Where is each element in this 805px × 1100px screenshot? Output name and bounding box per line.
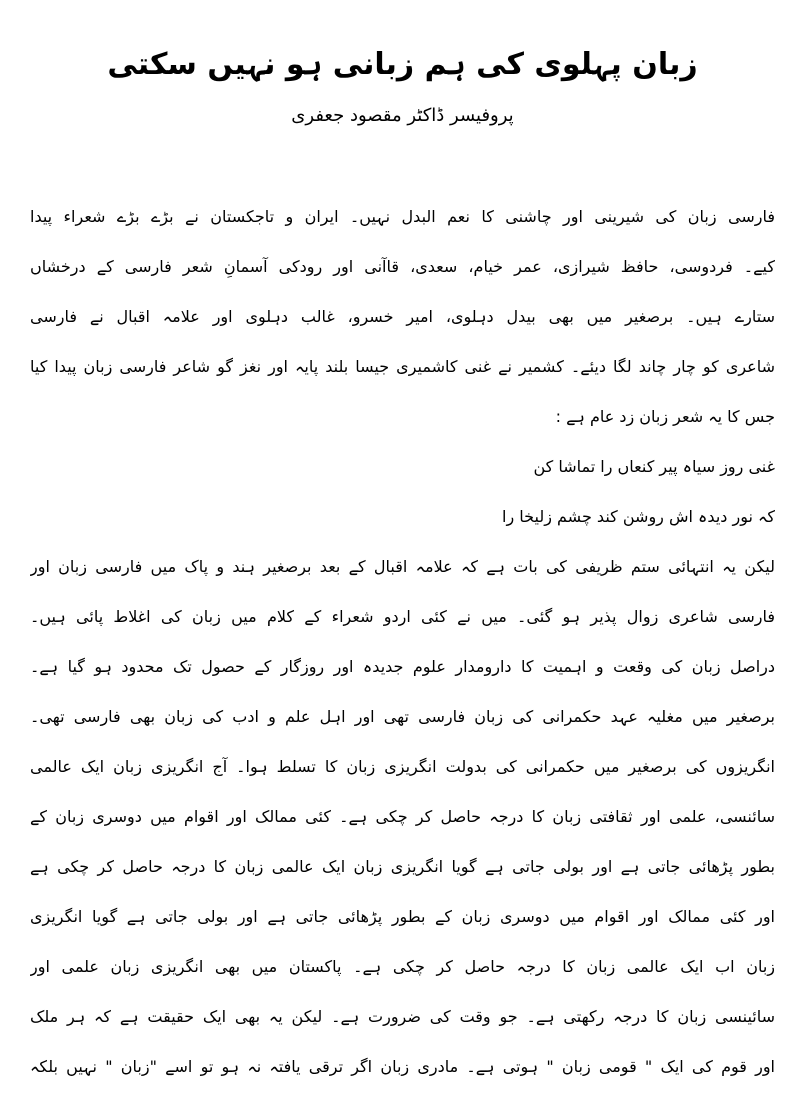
article-body xyxy=(30,192,775,1092)
author-line: پروفیسر ڈاکٹر مقصود جعفری xyxy=(291,105,514,126)
text-line: زبان اب ایک عالمی زبان کا درجہ حاصل کر چکی ہے۔ پاکستان میں بھی انگریزی زبان علمی اور xyxy=(30,957,775,976)
text-line: انگریزوں کی برصغیر میں حکمرانی کی بدولت انگریزی زبان کا تسلط ہوا۔ آج انگریزی زبان ایک عالمی xyxy=(30,757,775,776)
text-line: فارسی زبان کی شیرینی اور چاشنی کا نعم البدل نہیں۔ ایران و تاجکستان نے بڑے بڑے شعراء پیدا xyxy=(30,207,775,226)
text-line: دراصل زبان کی وقعت و اہمیت کا دارومدار علوم جدیدہ اور روزگار کے حصول تک محدود ہو گیا ہے۔ xyxy=(30,657,775,676)
verse-line: کہ نور دیدہ اش روشن کند چشم زلیخا را xyxy=(502,507,775,526)
text-line: بطور پڑھائی جاتی ہے اور بولی جاتی ہے گویا انگریزی زبان ایک عالمی زبان کا درجہ حاصل کر چکی ہے xyxy=(30,857,775,876)
text-line: شاعری کو چار چاند لگا دیئے۔ کشمیر نے غنی کاشمیری جیسا بلند پایہ اور نغز گو شاعر فارسی زبان پیدا کیا xyxy=(30,357,775,376)
verse-line: غنی روز سیاہ پیر کنعاں را تماشا کن xyxy=(533,457,775,476)
text-line: ستارے ہیں۔ برصغیر میں بھی بیدل دہلوی، امیر خسرو، غالب دہلوی اور علامہ اقبال نے فارسی xyxy=(30,307,775,326)
text-line: اور کئی ممالک اور اقوام میں دوسری زبان کے بطور پڑھائی جاتی ہے اور بولی جاتی ہے گویا انگریزی xyxy=(30,907,775,926)
text-line: سائنسی، علمی اور ثقافتی زبان کا درجہ حاصل کر چکی ہے۔ کئی ممالک اور اقوام میں دوسری زبان کے xyxy=(30,807,775,826)
page-title: زبان پہلوی کی ہم زبانی ہو نہیں سکتی xyxy=(107,47,698,82)
text-line: کیے۔ فردوسی، حافظ شیرازی، عمر خیام، سعدی، قاآنی اور رودکی آسمانِ شعر فارسی کے درخشاں xyxy=(30,257,775,276)
text-line: فارسی شاعری زوال پذیر ہو گئی۔ میں نے کئی اردو شعراء کے کلام میں زبان کی اغلاط پائی ہیں۔ xyxy=(30,607,775,626)
text-line: برصغیر میں مغلیہ عہد حکمرانی کی زبان فارسی تھی اور اہل علم و ادب کی زبان بھی فارسی تھی۔ xyxy=(30,707,775,726)
text-line: لیکن یہ انتہائی ستم ظریفی کی بات ہے کہ علامہ اقبال کے بعد برصغیر ہند و پاک میں فارسی زبان اور xyxy=(30,557,775,576)
verse-intro-line: جس کا یہ شعر زبان زد عام ہے : xyxy=(555,407,775,426)
text-line: اور قوم کی ایک " قومی زبان " ہوتی ہے۔ مادری زبان اگر ترقی یافتہ نہ ہو تو اسے "زبان " نہیں بلکہ xyxy=(30,1057,775,1076)
text-line: سائینسی زبان کا درجہ رکھتی ہے۔ جو وقت کی ضرورت ہے۔ لیکن یہ بھی ایک حقیقت ہے کہ ہر ملک xyxy=(30,1007,775,1026)
